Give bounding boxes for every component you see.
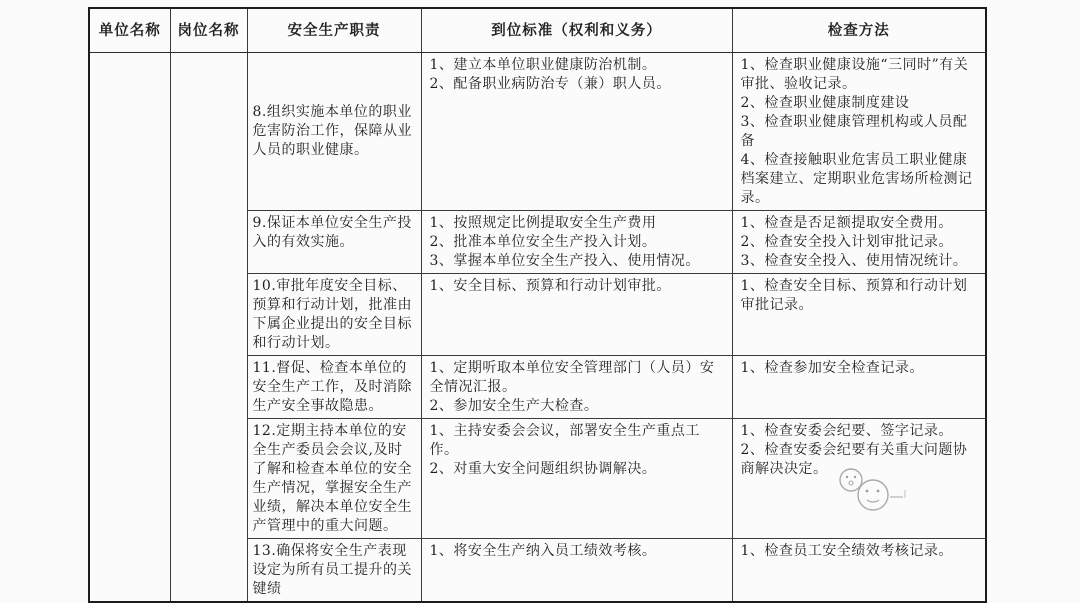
standards-cell [421,52,732,210]
standard-line: 2、批准本单位安全生产投入计划。 [429,233,657,250]
standard-line: 1、定期听取本单位安全管理部门（人员）安全情况汇报。 [429,359,715,395]
method-line: 1、检查员工安全绩效考核记录。 [740,542,953,559]
standard-line: 1、将安全生产纳入员工绩效考核。 [429,542,657,559]
duty-cell: 12.定期主持本单位的安全生产委员会会议,及时了解和检查本单位的安全生产情况，掌握安全生产业绩，解决本单位安全生产管理中的重大问题。 [247,418,421,538]
column-header-position-name: 岗位名称 [170,8,247,52]
method-line: 2、检查安委会纪要有关重大问题协商解决决定。 [740,441,968,477]
column-header-methods: 检查方法 [732,8,986,52]
method-line: 3、检查职业健康管理机构或人员配备 [740,113,968,149]
methods-cell [732,273,986,355]
duty-cell: 8.组织实施本单位的职业危害防治工作，保障从业人员的职业健康。 [247,52,421,210]
methods-cell [732,52,986,210]
standard-line: 1、主持安委会会议，部署安全生产重点工作。 [429,422,700,458]
table-row-8 [89,52,986,210]
unit-name-cell [89,52,170,602]
method-line: 2、检查安全投入计划审批记录。 [740,233,953,250]
column-header-duty: 安全生产职责 [247,8,421,52]
methods-cell [732,355,986,418]
standards-cell [421,210,732,273]
column-header-unit-name: 单位名称 [89,8,170,52]
duty-cell: 9.保证本单位安全生产投入的有效实施。 [247,210,421,273]
standard-line: 1、建立本单位职业健康防治机制。 [429,56,657,73]
standard-line: 1、安全目标、预算和行动计划审批。 [429,277,671,294]
standards-cell [421,273,732,355]
header-row [89,8,986,52]
duty-cell: 11.督促、检查本单位的安全生产工作，及时消除生产安全事故隐患。 [247,355,421,418]
standard-line: 2、参加安全生产大检查。 [429,397,599,414]
standards-cell [421,418,732,538]
method-line: 2、检查职业健康制度建设 [740,94,910,111]
responsibility-table [88,7,987,603]
column-header-standards: 到位标准（权利和义务） [421,8,732,52]
standards-cell [421,538,732,602]
method-line: 1、检查职业健康设施“三同时”有关审批、验收记录。 [740,56,969,92]
responsibility-table-container [88,7,985,597]
method-line: 4、检查接触职业危害员工职业健康档案建立、定期职业危害场所检测记录。 [740,151,973,206]
method-line: 1、检查安全目标、预算和行动计划审批记录。 [740,277,968,313]
duty-cell: 13.确保将安全生产表现设定为所有员工提升的关键绩 [247,538,421,602]
standard-line: 2、对重大安全问题组织协调解决。 [429,460,657,477]
duty-cell: 10.审批年度安全目标、预算和行动计划，批准由下属企业提出的安全目标和行动计划。 [247,273,421,355]
method-line: 1、检查安委会纪要、签字记录。 [740,422,953,439]
methods-cell [732,210,986,273]
standard-line: 1、按照规定比例提取安全生产费用 [429,214,657,231]
standard-line: 3、掌握本单位安全生产投入、使用情况。 [429,252,700,269]
methods-cell [732,538,986,602]
standard-line: 2、配备职业病防治专（兼）职人员。 [429,75,671,92]
methods-cell [732,418,986,538]
position-name-cell [170,52,247,602]
standards-cell [421,355,732,418]
method-line: 1、检查是否足额提取安全费用。 [740,214,953,231]
method-line: 1、检查参加安全检查记录。 [740,359,924,376]
method-line: 3、检查安全投入、使用情况统计。 [740,252,968,269]
